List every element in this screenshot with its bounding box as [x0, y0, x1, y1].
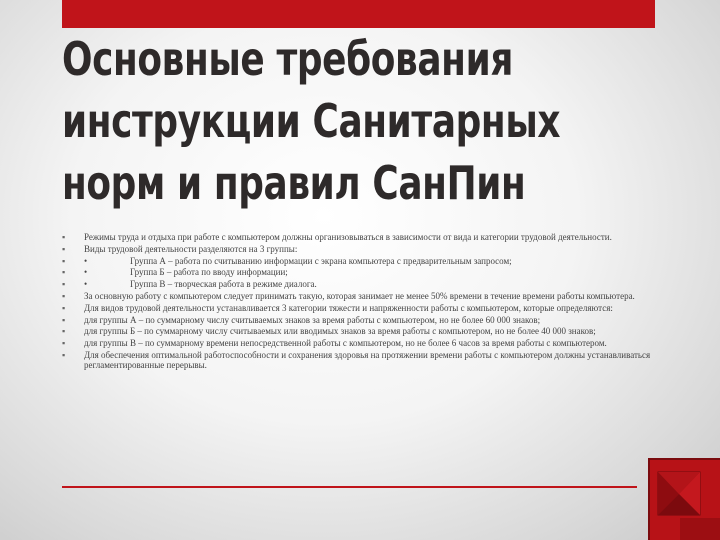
list-item [62, 338, 662, 348]
list-item-text: Виды трудовой деятельности разделяются на 3 группы: [84, 243, 298, 254]
list-item [62, 232, 662, 242]
list-item [62, 326, 662, 336]
bullet-icon: ▪ [62, 243, 66, 254]
list-item-text: Группа А – работа по считыванию информации с экрана компьютера с предварительным запросом; [130, 255, 512, 266]
bullet-icon: ▪ [62, 302, 66, 313]
list-item-text: для группы В – по суммарному времени непосредственной работы с компьютером, но не более 6 часов за время работы с компьютером. [84, 338, 607, 349]
list-item [62, 315, 662, 325]
list-item [62, 303, 662, 313]
sub-bullet-marker: • [84, 267, 88, 278]
list-item-text: Для видов трудовой деятельности устанавливается 3 категории тяжести и напряженности работы с компьютером, которые определяются: [84, 302, 613, 313]
list-item [62, 279, 662, 289]
corner-decoration-icon [648, 458, 720, 540]
list-item-text: За основную работу с компьютером следует принимать такую, которая занимает не менее 50% времени в течение времени работы компьютера. [84, 290, 635, 301]
list-item [62, 256, 662, 266]
bullet-icon: ▪ [62, 290, 66, 301]
bullet-icon: ▪ [62, 279, 66, 290]
bullet-icon: ▪ [62, 338, 66, 349]
bullet-icon: ▪ [62, 232, 66, 242]
list-item [62, 244, 662, 254]
bullet-icon: ▪ [62, 349, 66, 360]
title-line: инструкции Санитарных [62, 94, 561, 148]
bullet-icon: ▪ [62, 314, 66, 325]
corner-pattern-icon [650, 460, 720, 540]
title-line: норм и правил СанПин [62, 156, 526, 210]
bullet-icon: ▪ [62, 267, 66, 278]
top-accent-bar [62, 0, 655, 28]
list-item-text: для группы Б – по суммарному числу считываемых или вводимых знаков за время работы с компьютером, но не более 40 000 знаков; [84, 326, 596, 337]
list-item-text: для группы А – по суммарному числу считываемых знаков за время работы с компьютером, но не более 60 000 знаков; [84, 314, 541, 325]
sub-bullet-marker: • [84, 255, 88, 266]
bullet-list [62, 232, 662, 372]
list-item [62, 267, 662, 277]
list-item-text: Для обеспечения оптимальной работоспособности и сохранения здоровья на протяжении времени работы с компьютером должны устанавливаться регламентированные перерывы. [84, 349, 651, 370]
list-item [62, 350, 662, 370]
list-item-text: Группа Б – работа по вводу информации; [130, 267, 288, 278]
sub-bullet-marker: • [84, 279, 88, 290]
list-item [62, 291, 662, 301]
title-line: Основные требования [62, 32, 513, 86]
list-item-text: Группа В – творческая работа в режиме диалога. [130, 279, 317, 290]
slide-title [62, 28, 561, 214]
bottom-divider [62, 486, 637, 488]
bullet-icon: ▪ [62, 326, 66, 337]
list-item-text: Режимы труда и отдыха при работе с компьютером должны организовываться в зависимости от вида и категории трудовой деятельности. [84, 232, 612, 242]
bullet-icon: ▪ [62, 255, 66, 266]
